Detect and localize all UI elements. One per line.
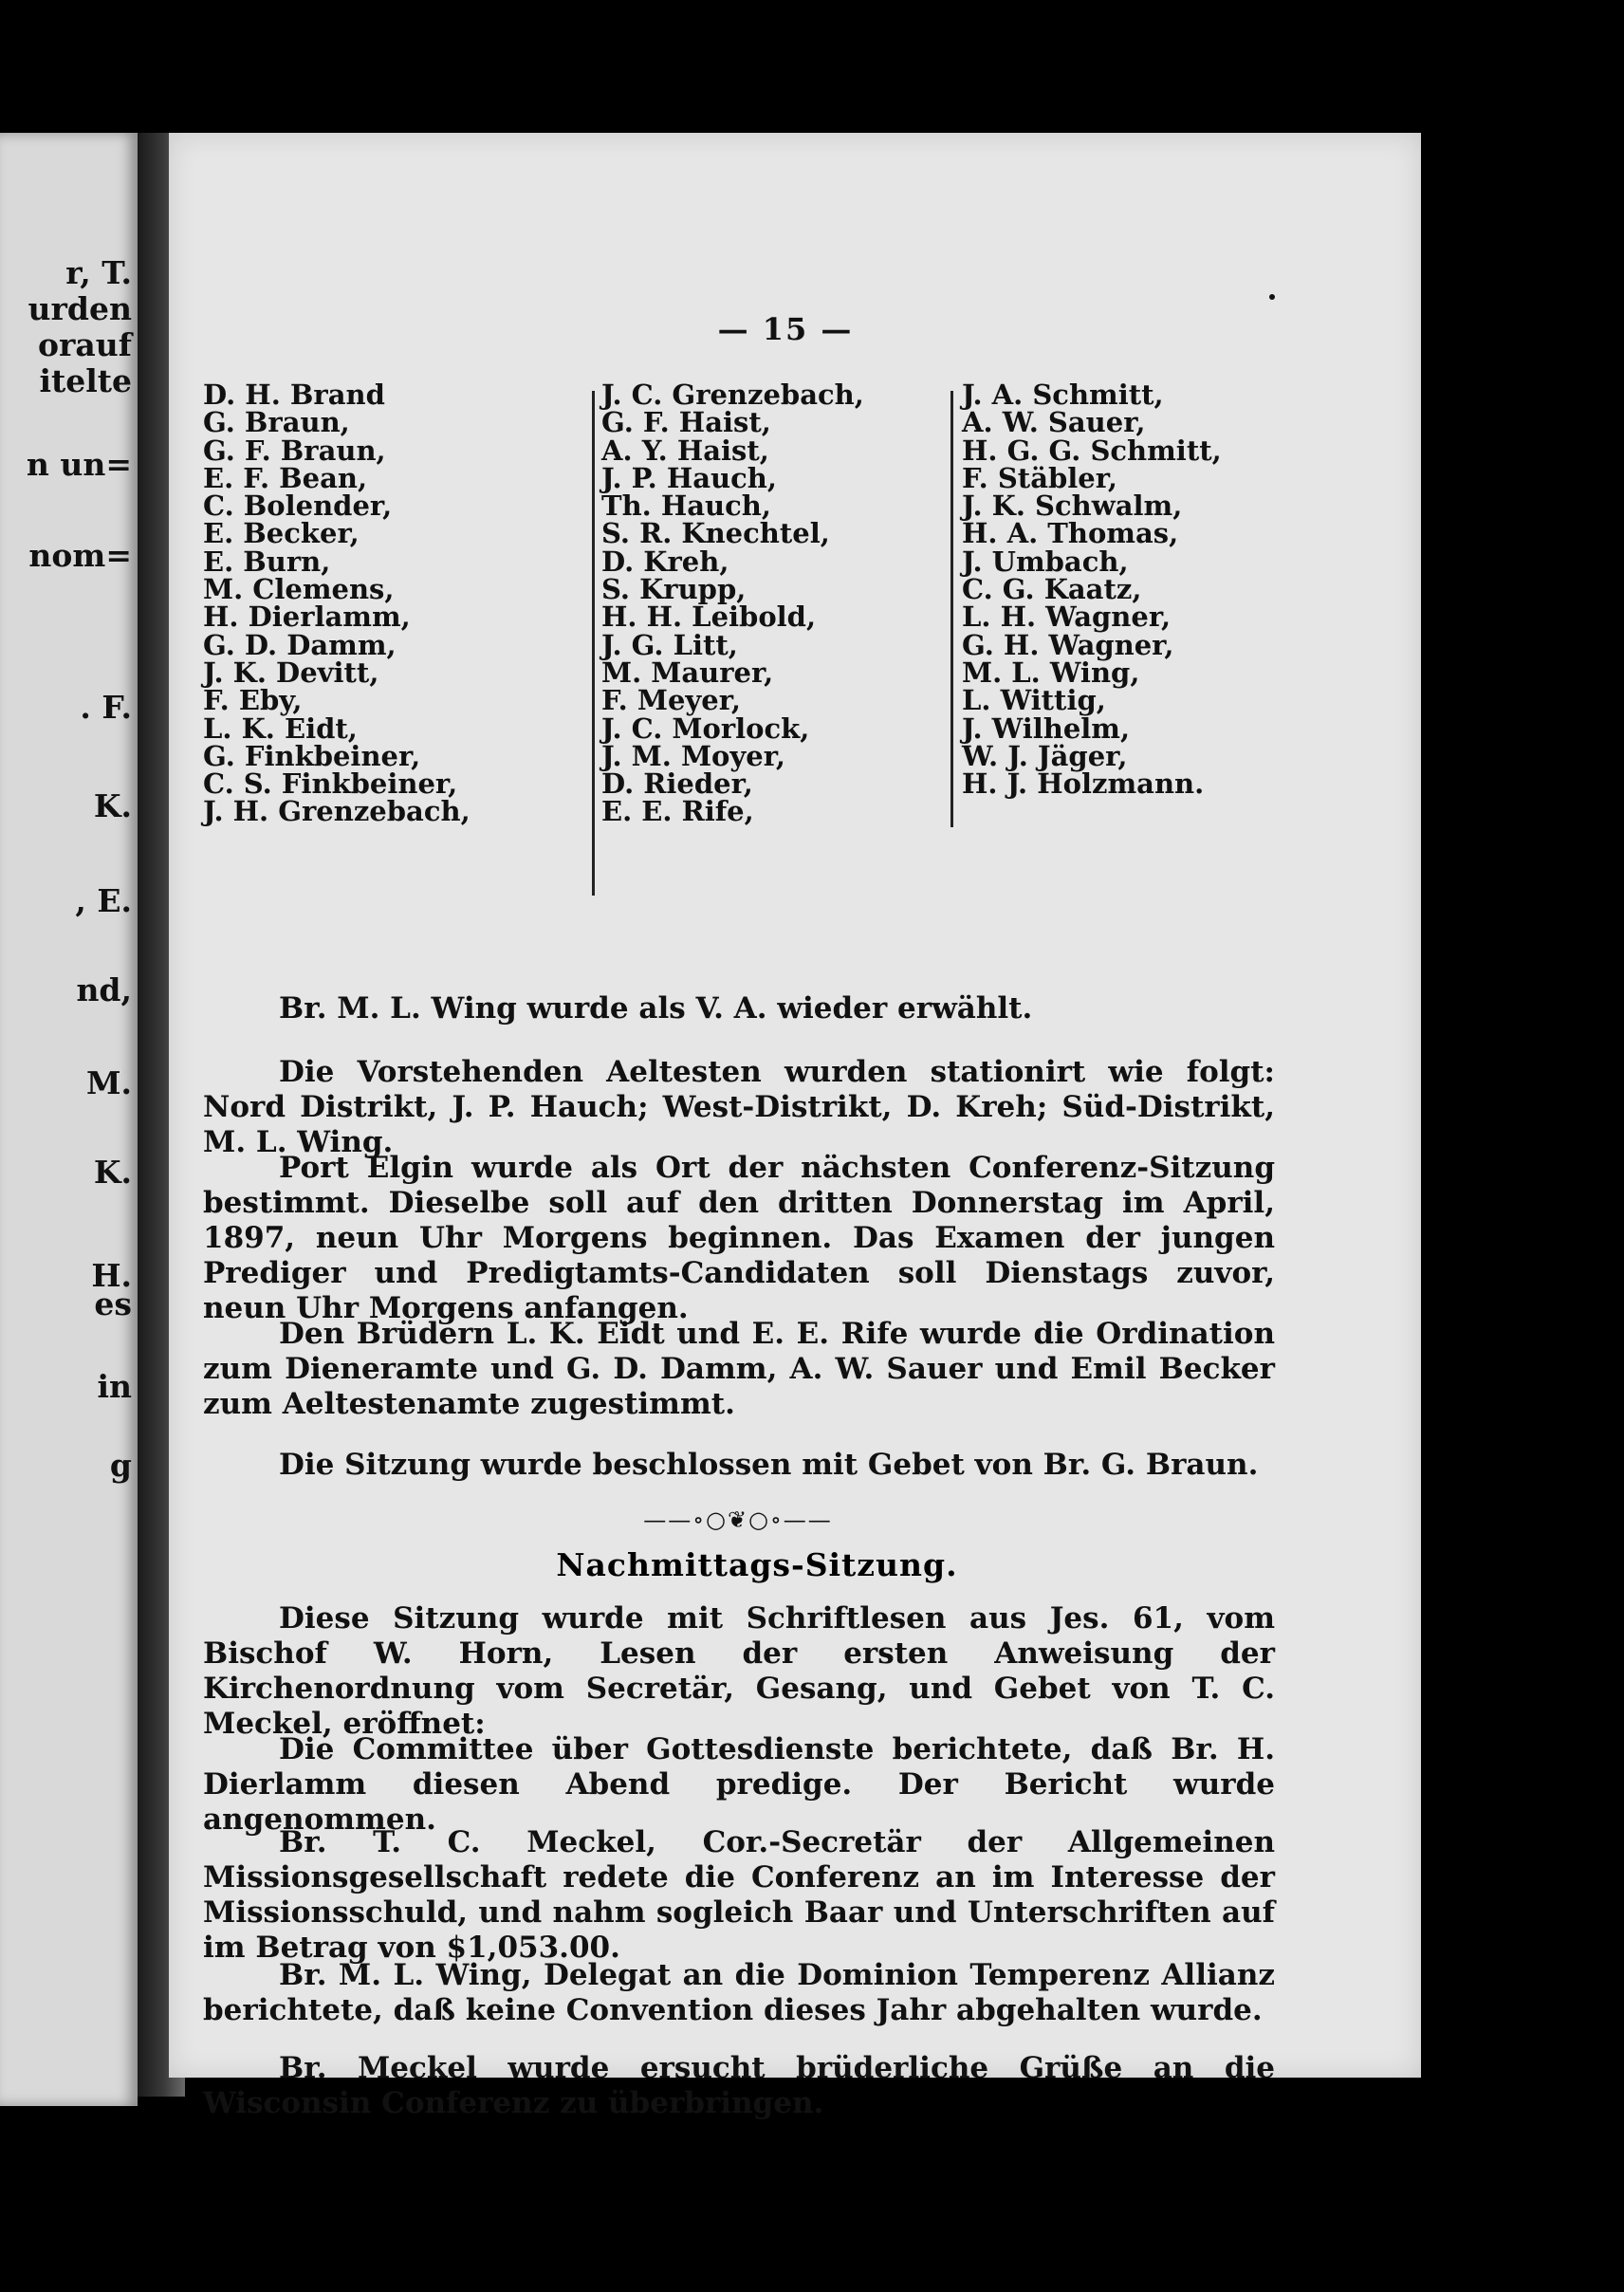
paragraph-mission-address: Br. T. C. Meckel, Cor.-Secretär der Allgemeinen Missionsgesellschaft redete die Conferenz an im Interesse der Missionsschuld, und nahm sogleich Baar und Unterschriften auf im Betrag von $1,053.00. (203, 1825, 1275, 1965)
name-entry: E. F. Bean, (203, 461, 368, 494)
name-entry: C. Bolender, (203, 490, 393, 523)
name-entry: L. Wittig, (962, 684, 1106, 717)
facing-page (0, 133, 138, 2106)
paragraph-closing: Die Sitzung wurde beschlossen mit Gebet von Br. G. Braun. (279, 1448, 1259, 1482)
facing-page-fragment: in (97, 1368, 132, 1405)
facing-page-fragment: K. (93, 787, 132, 824)
paragraph-next-conference: Port Elgin wurde als Ort der nächsten Conferenz-Sitzung bestimmt. Dieselbe soll auf den dritten Donnerstag im April, 1897, neun Uhr Morgens beginnen. Das Examen der jungen Prediger und Predigtamts-Candidaten soll Dienstags zuvor, neun Uhr Morgens anfangen. (203, 1151, 1275, 1325)
section-ornament: ——∘○❦○∘—— (643, 1506, 833, 1533)
name-entry: Th. Hauch, (601, 490, 771, 523)
facing-page-fragment: orauf (38, 326, 132, 363)
facing-page-fragment: n un= (26, 446, 132, 483)
facing-page-fragment: r, T. (65, 254, 132, 291)
name-entry: M. Clemens, (203, 573, 395, 606)
name-entry: D. Kreh, (601, 545, 729, 578)
facing-page-fragment: urden (28, 290, 132, 327)
name-entry: H. Dierlamm, (203, 601, 411, 634)
facing-page-fragment: nd, (76, 971, 132, 1008)
ink-speck (1269, 294, 1275, 300)
name-entry: F. Stäbler, (962, 461, 1118, 494)
column-divider (950, 391, 953, 827)
name-entry: F. Meyer, (601, 684, 741, 717)
name-entry: S. R. Knechtel, (601, 517, 830, 550)
name-entry: H. J. Holzmann. (962, 767, 1205, 801)
facing-page-fragment: es (94, 1285, 132, 1322)
paragraph-greetings: Br. Meckel wurde ersucht brüderliche Grüße an die Wisconsin Conferenz zu überbringen. (203, 2051, 1275, 2120)
document-page (169, 133, 1421, 2120)
paragraph-temperance-report: Br. M. L. Wing, Delegat an die Dominion Temperenz Allianz berichtete, daß keine Convention dieses Jahr abgehalten wurde. (203, 1958, 1275, 2027)
name-entry: G. H. Wagner, (962, 628, 1174, 661)
facing-page-fragment: K. (93, 1154, 132, 1191)
name-entry: J. K. Devitt, (203, 656, 379, 689)
name-entry: S. Krupp, (601, 573, 747, 606)
name-entry: J. C. Grenzebach, (601, 379, 864, 411)
name-entry: G. F. Braun, (203, 434, 386, 467)
name-entry: D. Rieder, (601, 767, 753, 801)
name-entry: G. F. Haist, (601, 406, 771, 439)
names-column-1 (203, 381, 471, 826)
name-entry: J. A. Schmitt, (962, 379, 1164, 411)
paragraph-ordination: Den Brüdern L. K. Eidt und E. E. Rife wurde die Ordination zum Dieneramte und G. D. Damm, A. W. Sauer und Emil Becker zum Aeltestenamte zugestimmt. (203, 1317, 1275, 1421)
name-entry: J. H. Grenzebach, (203, 795, 471, 828)
name-entry: J. M. Moyer, (601, 739, 785, 772)
names-column-3 (962, 379, 1222, 801)
name-entry: G. Finkbeiner, (203, 739, 421, 772)
name-entry: C. G. Kaatz, (962, 573, 1142, 606)
name-entry: H. H. Leibold, (601, 601, 817, 634)
name-entry: J. Umbach, (962, 545, 1129, 578)
names-column-2 (601, 381, 864, 826)
facing-page-fragment: g (109, 1447, 132, 1484)
name-entry: E. Burn, (203, 545, 331, 578)
name-entry: F. Eby, (203, 684, 303, 717)
name-entry: J. K. Schwalm, (962, 490, 1183, 523)
page-number: — 15 — (717, 311, 854, 347)
paragraph-afternoon-opening: Diese Sitzung wurde mit Schriftlesen aus Jes. 61, vom Bischof W. Horn, Lesen der ersten Anweisung der Kirchenordnung vom Secretär, Gesang, und Gebet von T. C. Meckel, eröffnet: (203, 1601, 1275, 1741)
name-entry: E. E. Rife, (601, 795, 754, 828)
name-entry: C. S. Finkbeiner, (203, 767, 458, 801)
paragraph-stationing: Die Vorstehenden Aeltesten wurden stationirt wie folgt: Nord Distrikt, J. P. Hauch; West-Distrikt, D. Kreh; Süd-Distrikt, M. L. Wing. (203, 1055, 1275, 1159)
facing-page-fragment: M. (85, 1064, 132, 1101)
paragraph-committee-report: Die Committee über Gottesdienste berichtete, daß Br. H. Dierlamm diesen Abend predige. Der Bericht wurde angenommen. (203, 1732, 1275, 1837)
name-entry: G. D. Damm, (203, 628, 397, 661)
name-entry: H. G. G. Schmitt, (962, 434, 1222, 467)
name-entry: G. Braun, (203, 406, 350, 439)
facing-page-fragment: H. (91, 1257, 132, 1294)
name-entry: J. P. Hauch, (601, 461, 777, 494)
facing-page-fragment: . F. (80, 689, 132, 726)
name-entry: J. G. Litt, (601, 628, 738, 661)
section-title: Nachmittags-Sitzung. (556, 1546, 958, 1583)
name-entry: L. K. Eidt, (203, 712, 358, 745)
paragraph-re-election: Br. M. L. Wing wurde als V. A. wieder erwählt. (279, 991, 1033, 1026)
name-entry: W. J. Jäger, (962, 739, 1128, 772)
name-entry: L. H. Wagner, (962, 601, 1172, 634)
facing-page-fragment: nom= (28, 537, 132, 574)
name-entry: J. C. Morlock, (601, 712, 810, 745)
name-entry: A. Y. Haist, (601, 434, 769, 467)
names-list (203, 381, 1322, 989)
column-divider (592, 391, 595, 896)
name-entry: D. H. Brand (203, 379, 385, 411)
facing-page-fragment: itelte (39, 362, 132, 399)
name-entry: M. L. Wing, (962, 656, 1140, 689)
name-entry: J. Wilhelm, (962, 712, 1131, 745)
name-entry: H. A. Thomas, (962, 517, 1179, 550)
name-entry: A. W. Sauer, (962, 406, 1146, 439)
facing-page-fragment: , E. (75, 882, 132, 919)
name-entry: M. Maurer, (601, 656, 774, 689)
name-entry: E. Becker, (203, 517, 360, 550)
